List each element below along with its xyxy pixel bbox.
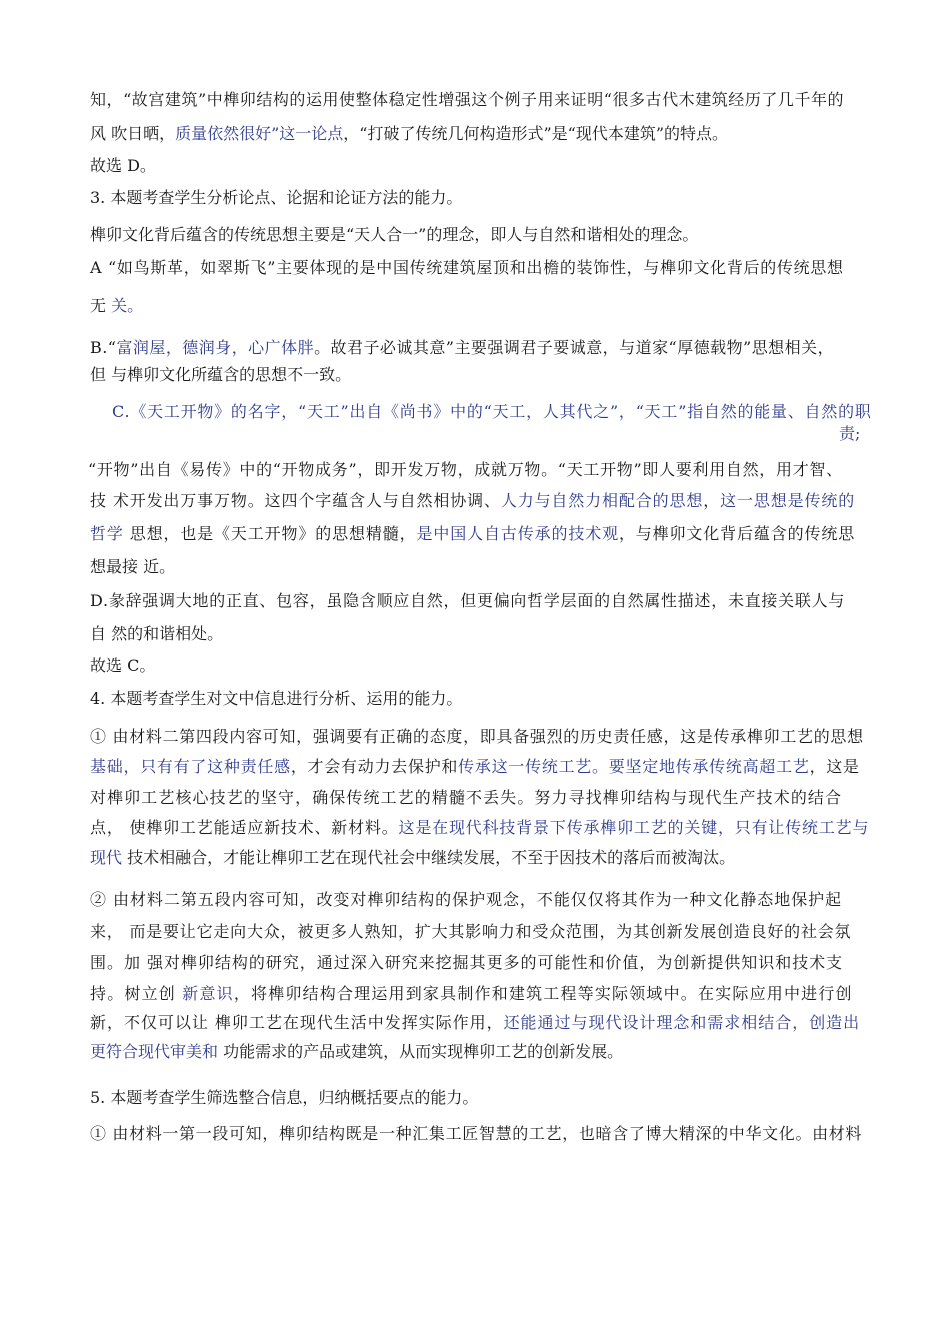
text-segment: 3. 本题考查学生分析论点、论据和论证方法的能力。: [90, 188, 463, 207]
text-segment: 功能需求的产品或建筑，从而实现榫卯工艺的创新发展。: [218, 1042, 624, 1061]
text-line: [90, 757, 860, 777]
text-line: [88, 460, 843, 480]
highlighted-text: 还能通过与现代设计理念和需求相结合，创造出: [503, 1013, 861, 1032]
text-segment: A “如鸟斯革，如翠斯飞”主要体现的是中国传统建筑屋顶和出檐的装饰性，与榫卯文化背后的传统思想: [90, 258, 844, 277]
text-line: [90, 1042, 623, 1062]
text-segment: ，“打破了传统几何构造形式”是“现代本建筑”的特点。: [343, 124, 729, 143]
text-segment: 4. 本题考查学生对文中信息进行分析、运用的能力。: [90, 689, 463, 708]
text-line: [90, 890, 842, 910]
text-segment: 风 吹日晒，: [90, 124, 176, 143]
text-line: [90, 818, 869, 838]
text-line: [90, 984, 853, 1004]
text-line: [90, 624, 223, 644]
text-segment: 来， 而是要让它走向大众，被更多人熟知，扩大其影响力和受众范围，为其创新发展创造良好的社会氛: [90, 922, 852, 941]
text-segment: 自 然的和谐相处。: [90, 624, 224, 643]
text-line: [90, 656, 155, 676]
text-segment: 对榫卯工艺核心技艺的坚守，确保传统工艺的精髓不丢失。努力寻找榫卯结构与现代生产技术的结合: [90, 788, 843, 807]
highlighted-text: 传承这一传统工艺。要坚定地传承传统高超工艺: [458, 757, 810, 776]
highlighted-text: 是中国人自古传承的技术观: [416, 524, 619, 543]
text-line: [90, 491, 855, 511]
text-segment: ② 由材料二第五段内容可知，改变对榫卯结构的保护观念，不能仅仅将其作为一种文化静态地保护起: [90, 890, 843, 909]
text-segment: 榫卯文化背后蕴含的传统思想主要是“天人合一”的理念，即人与自然和谐相处的理念。: [90, 225, 699, 244]
highlighted-text: 责;: [839, 424, 861, 443]
text-segment: 围。加 强对榫卯结构的研究，通过深入研究来挖掘其更多的可能性和价值，为创新提供知识和技术支: [90, 953, 844, 972]
text-segment: 新，不仅可以让 榫卯工艺在现代生活中发挥实际作用，: [90, 1013, 504, 1032]
text-segment: ，才会有动力去保护和: [290, 757, 459, 776]
text-segment: “开物”出自《易传》中的“开物成务”，即开发万物，成就万物。“天工开物”即人要利用自然，用才智、: [88, 460, 843, 479]
text-segment: ，与榫卯文化背后蕴含的传统思: [618, 524, 856, 543]
text-segment: 。故君子必诚其意”主要强调君子要诚意，与道家“厚德载物”思想相关，: [314, 338, 835, 357]
text-line: [90, 591, 845, 611]
highlighted-text: 新意识: [182, 984, 234, 1003]
text-segment: 持。树立创: [90, 984, 183, 1003]
text-line: [90, 258, 844, 278]
highlighted-text: 现代: [90, 848, 123, 867]
text-segment: ① 由材料一第一段可知，榫卯结构既是一种汇集工匠智慧的工艺，也暗含了博大精深的中华文化。由材料: [90, 1124, 863, 1143]
highlighted-text: 哲学: [90, 524, 124, 543]
text-line: [90, 90, 844, 110]
highlighted-text: 这是在现代科技背景下传承榫卯工艺的关键，只有让传统工艺与: [398, 818, 870, 837]
highlighted-text: C.《天工开物》的名字，“天工”出自《尚书》中的“天工，人其代之”，“天工”指自然的能量、自然的职: [112, 402, 872, 421]
text-segment: 技术相融合，才能让榫卯工艺在现代社会中继续发展，不至于因技术的落后而被淘汰。: [122, 848, 736, 867]
text-line: [90, 338, 834, 358]
text-segment: 故选 D。: [90, 156, 156, 175]
text-line: [90, 188, 462, 208]
text-line: [90, 124, 728, 144]
text-segment: ，: [703, 491, 721, 510]
text-line: [839, 424, 860, 444]
text-segment: 但 与榫卯文化所蕴含的思想不一致。: [90, 365, 352, 384]
text-segment: ，这是: [809, 757, 860, 776]
text-segment: 无: [90, 296, 112, 315]
text-line: [90, 848, 735, 868]
text-segment: 故选 C。: [90, 656, 156, 675]
text-segment: ，将榫卯结构合理运用到家具制作和建筑工程等实际领域中。在实际应用中进行创: [233, 984, 853, 1003]
text-line: [90, 156, 156, 176]
text-line: [90, 788, 842, 808]
text-line: [90, 365, 351, 385]
text-line: [90, 557, 175, 577]
text-line: [90, 225, 698, 245]
text-line: [90, 953, 843, 973]
text-segment: 想最接 近。: [90, 557, 176, 576]
highlighted-text: 关。: [111, 296, 144, 315]
text-segment: B.“: [90, 338, 117, 357]
highlighted-text: 质量依然很好”这一论点: [175, 124, 344, 143]
text-line: [90, 524, 855, 544]
highlighted-text: 基础，只有有了这种责任感: [90, 757, 291, 776]
text-line: [90, 296, 143, 316]
highlighted-text: 富润屋，德润身，心广体胖: [116, 338, 315, 357]
text-segment: ① 由材料二第四段内容可知，强调要有正确的态度，即具备强烈的历史责任感，这是传承榫卯工艺的思想: [90, 727, 864, 746]
text-segment: 知，“故宫建筑”中榫卯结构的运用使整体稳定性增强这个例子用来证明“很多古代木建筑经历了几千年的: [90, 90, 845, 109]
text-line: [90, 1124, 862, 1144]
text-line: [90, 689, 462, 709]
highlighted-text: 更符合现代审美和: [90, 1042, 219, 1061]
text-line: [90, 922, 851, 942]
highlighted-text: 人力与自然力相配合的思想: [500, 491, 704, 510]
text-segment: 思想，也是《天工开物》的思想精髓，: [123, 524, 417, 543]
text-line: [90, 727, 864, 747]
text-line: [112, 402, 872, 422]
highlighted-text: 这一思想是传统的: [720, 491, 856, 510]
text-line: [90, 1088, 478, 1108]
text-segment: 5. 本题考查学生筛选整合信息，归纳概括要点的能力。: [90, 1088, 479, 1107]
text-segment: 点， 使榫卯工艺能适应新技术、新材料。: [90, 818, 399, 837]
text-line: [90, 1013, 860, 1033]
text-segment: 技 术开发出万事万物。这四个字蕴含人与自然相协调、: [90, 491, 501, 510]
text-segment: D.彖辞强调大地的正直、包容，虽隐含顺应自然，但更偏向哲学层面的自然属性描述，未直接关联人与: [90, 591, 846, 610]
